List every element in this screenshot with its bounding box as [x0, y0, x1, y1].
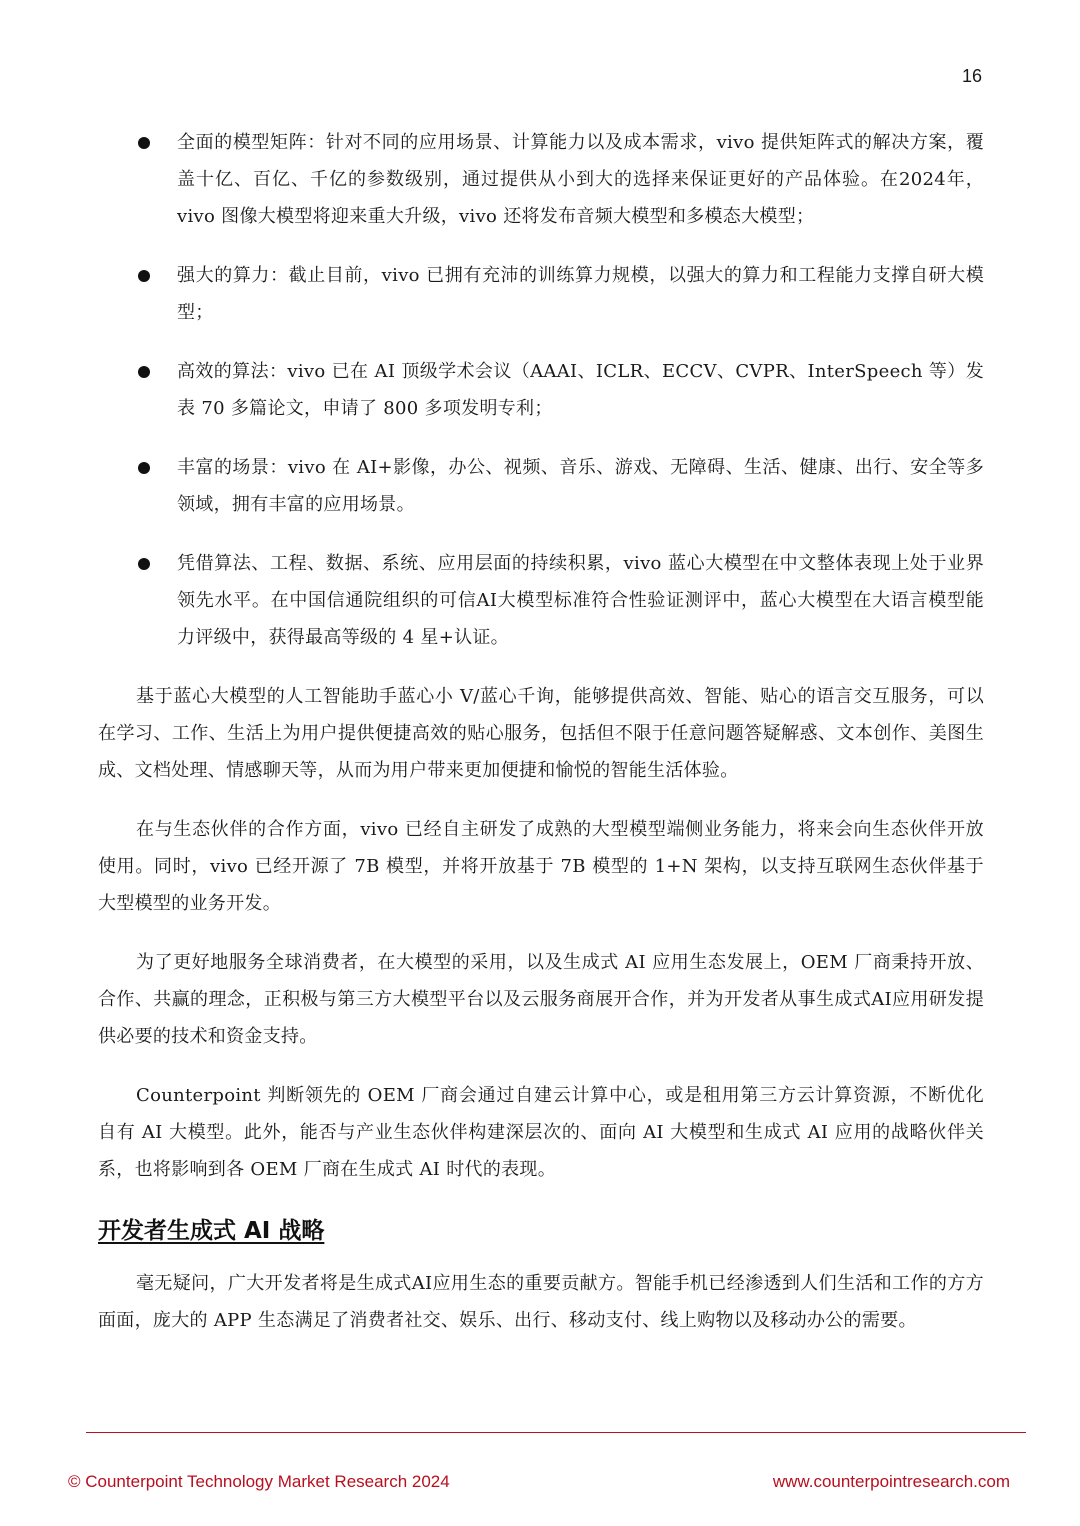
bullet-text: 凭借算法、工程、数据、系统、应用层面的持续积累，vivo 蓝心大模型在中文整体表现上处于业界领先水平。在中国信通院组织的可信AI大模型标准符合性验证测评中，蓝心大模型在大语言模型能力评级中，获得最高等级的 4 星+认证。 — [177, 553, 984, 648]
section-paragraphs — [98, 1265, 984, 1361]
bullet-dot-icon — [138, 366, 150, 378]
bullet-list — [98, 124, 984, 678]
bullet-text: 强大的算力：截止目前，vivo 已拥有充沛的训练算力规模，以强大的算力和工程能力支撑自研大模型； — [177, 265, 984, 323]
footer-copyright: © Counterpoint Technology Market Research 2024 — [68, 1472, 450, 1491]
bullet-text: 高效的算法：vivo 已在 AI 顶级学术会议（AAAI、ICLR、ECCV、CVPR、InterSpeech 等）发表 70 多篇论文，申请了 800 多项发明专利； — [177, 361, 984, 419]
bullet-dot-icon — [138, 270, 150, 282]
paragraph: 基于蓝心大模型的人工智能助手蓝心小 V/蓝心千询，能够提供高效、智能、贴心的语言交互服务，可以在学习、工作、生活上为用户提供便捷高效的贴心服务，包括但不限于任意问题答疑解惑、文本创作、美图生成、文档处理、情感聊天等，从而为用户带来更加便捷和愉悦的智能生活体验。 — [98, 686, 984, 781]
paragraph: 为了更好地服务全球消费者，在大模型的采用，以及生成式 AI 应用生态发展上，OEM 厂商秉持开放、合作、共赢的理念，正积极与第三方大模型平台以及云服务商展开合作，并为开发者从事生成式AI应用研发提供必要的技术和资金支持。 — [98, 952, 984, 1047]
bullet-item — [98, 124, 984, 235]
bullet-text: 丰富的场景：vivo 在 AI+影像，办公、视频、音乐、游戏、无障碍、生活、健康、出行、安全等多领域，拥有丰富的应用场景。 — [177, 457, 984, 515]
body-paragraphs — [98, 678, 984, 1210]
bullet-item — [98, 545, 984, 656]
bullet-text: 全面的模型矩阵：针对不同的应用场景、计算能力以及成本需求，vivo 提供矩阵式的解决方案，覆盖十亿、百亿、千亿的参数级别，通过提供从小到大的选择来保证更好的产品体验。在2024年，vivo 图像大模型将迎来重大升级，vivo 还将发布音频大模型和多模态大模型； — [177, 132, 984, 227]
footer-divider — [86, 1432, 1026, 1433]
bullet-item — [98, 257, 984, 331]
footer-website-link[interactable]: www.counterpointresearch.com — [772, 1472, 1010, 1491]
bullet-item — [98, 353, 984, 427]
paragraph: 毫无疑问，广大开发者将是生成式AI应用生态的重要贡献方。智能手机已经渗透到人们生活和工作的方方面面，庞大的 APP 生态满足了消费者社交、娱乐、出行、移动支付、线上购物以及移动办公的需要。 — [98, 1273, 984, 1331]
bullet-dot-icon — [138, 137, 150, 149]
page-number: 16 — [961, 66, 982, 86]
paragraph: 在与生态伙伴的合作方面，vivo 已经自主研发了成熟的大型模型端侧业务能力，将来会向生态伙伴开放使用。同时，vivo 已经开源了 7B 模型，并将开放基于 7B 模型的 1+N 架构，以支持互联网生态伙伴基于大型模型的业务开发。 — [98, 819, 984, 914]
paragraph: Counterpoint 判断领先的 OEM 厂商会通过自建云计算中心，或是租用第三方云计算资源，不断优化自有 AI 大模型。此外，能否与产业生态伙伴构建深层次的、面向 AI 大模型和生成式 AI 应用的战略伙伴关系，也将影响到各 OEM 厂商在生成式 AI 时代的表现。 — [98, 1085, 984, 1180]
bullet-dot-icon — [138, 462, 150, 474]
bullet-dot-icon — [138, 558, 150, 570]
bullet-item — [98, 449, 984, 523]
section-heading: 开发者生成式 AI 战略 — [98, 1218, 325, 1244]
